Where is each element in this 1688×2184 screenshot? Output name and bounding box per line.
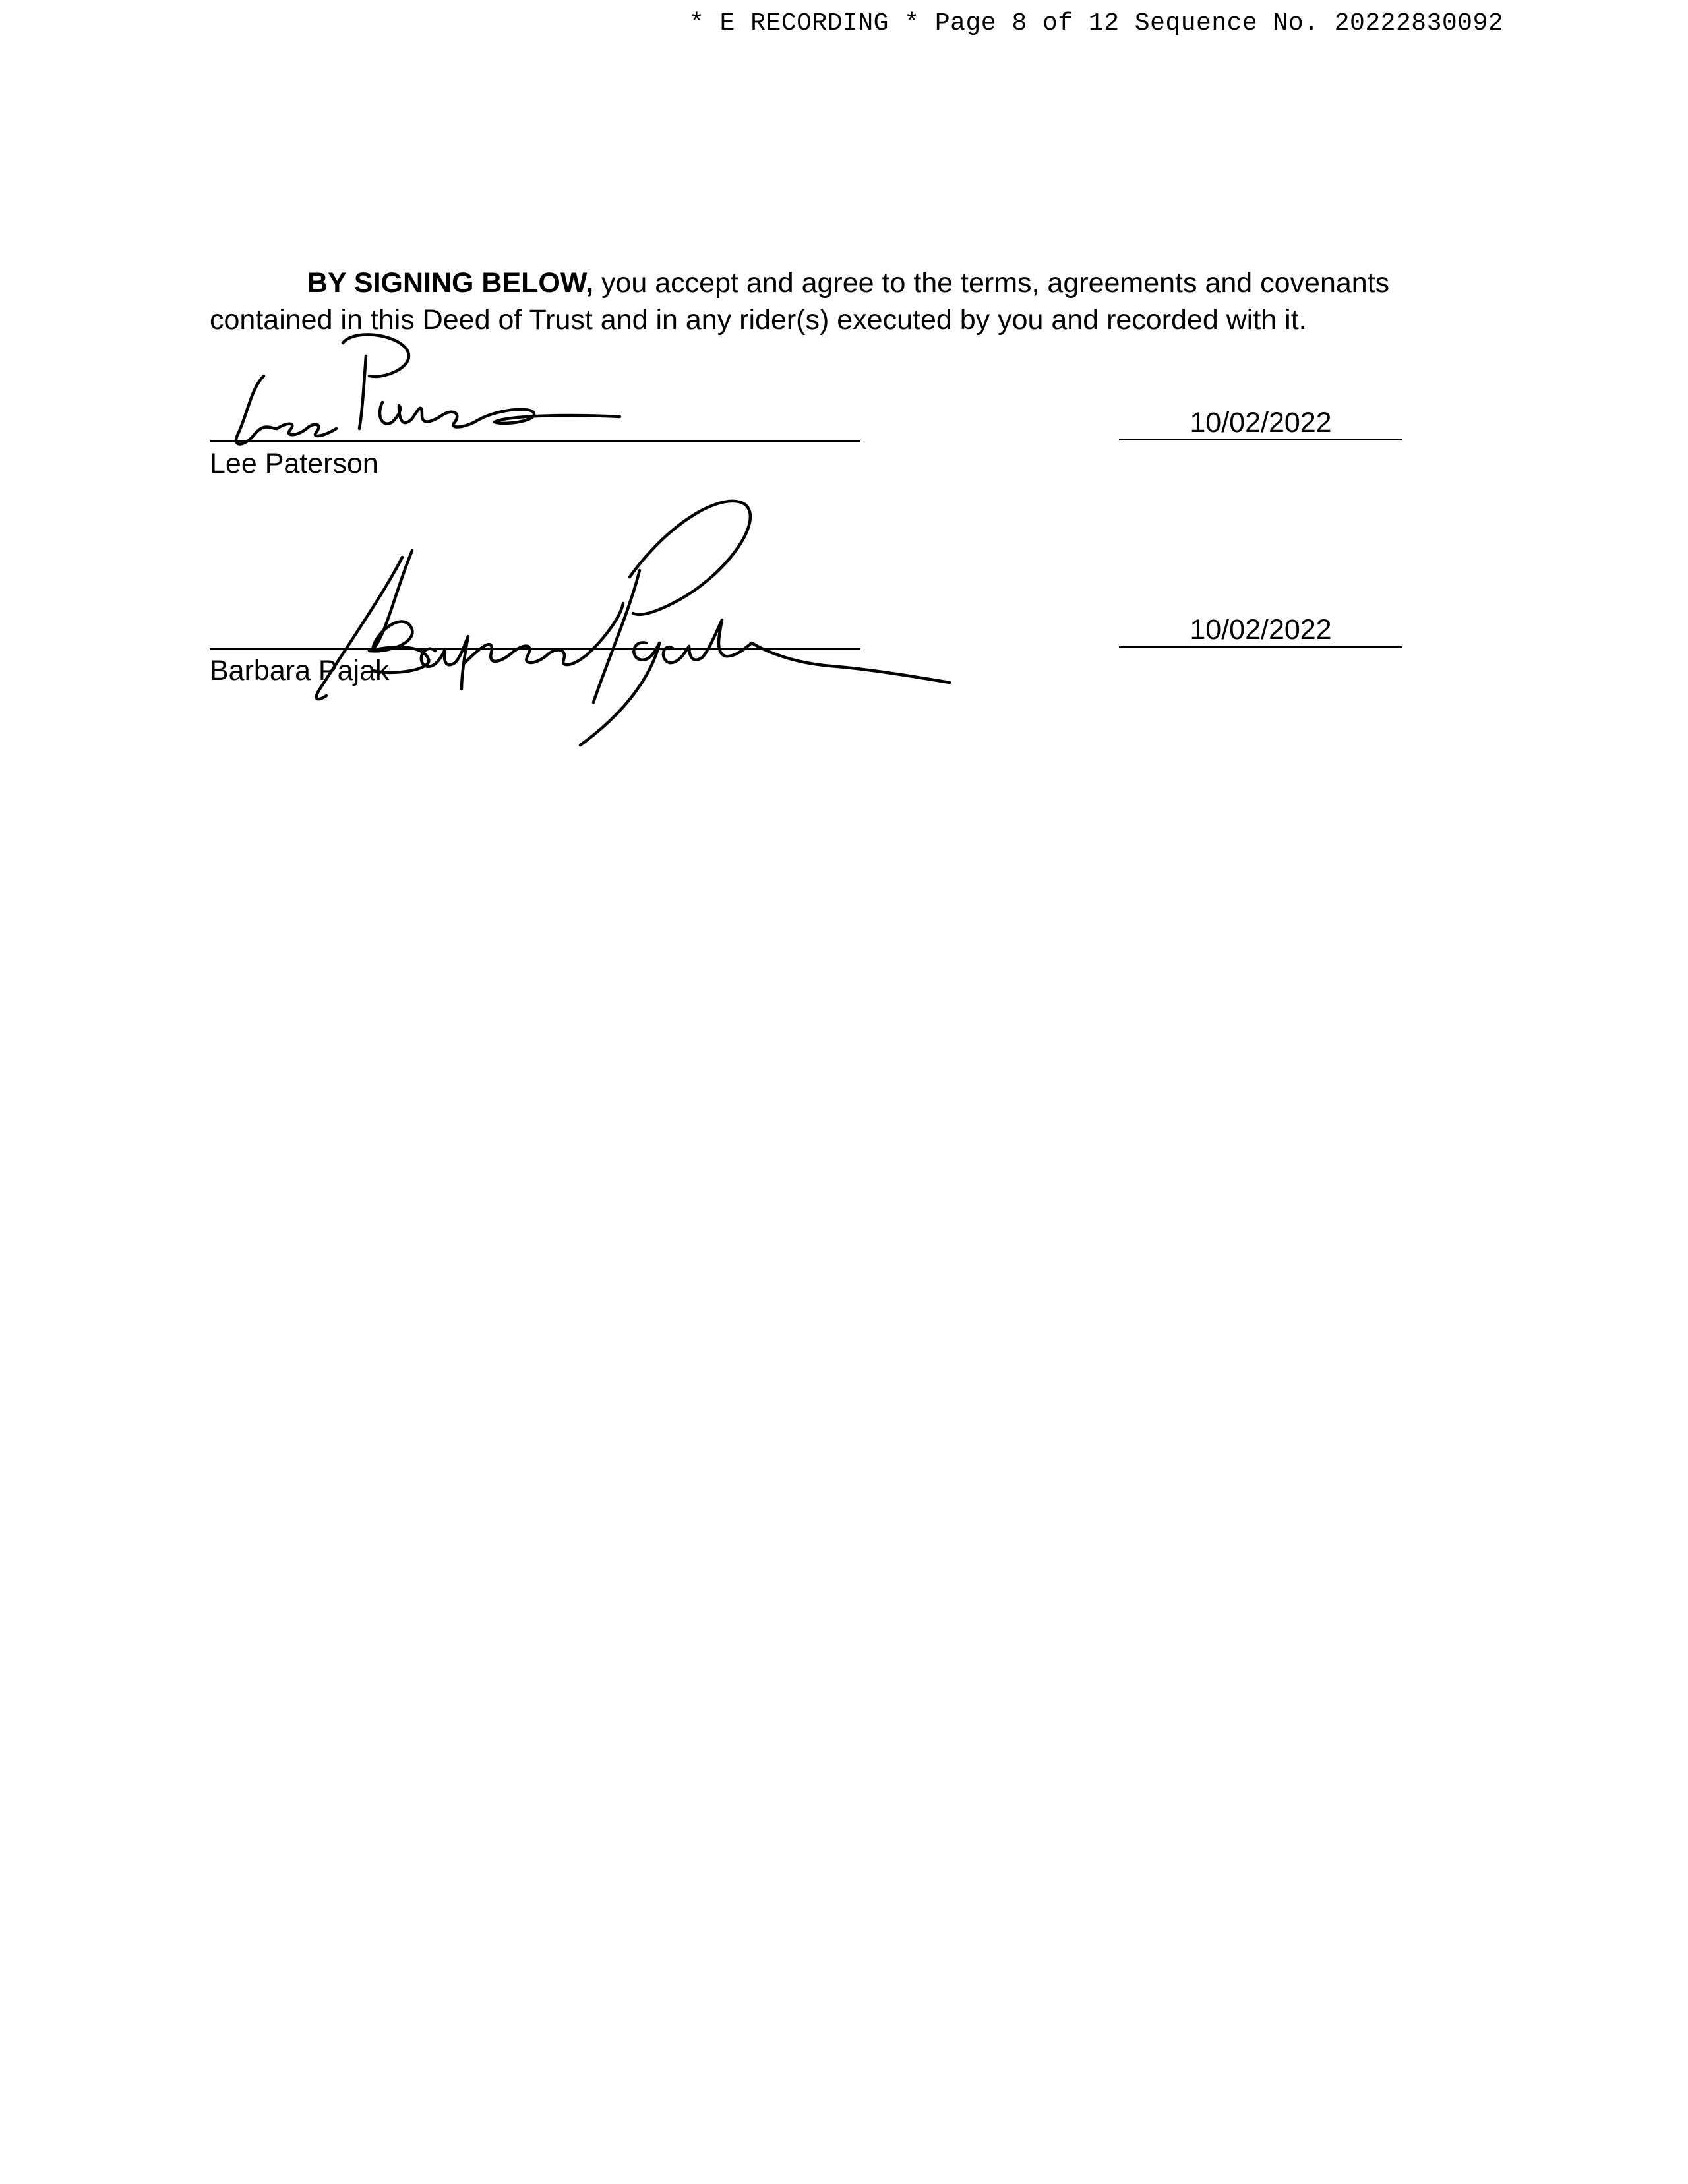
clause-text: you accept and agree to the terms, agreements and covenants contained in this Deed of Trust and in any rider(s) executed by you and recorded with it. [210, 267, 1390, 336]
signature-clause [210, 264, 1495, 338]
signature-date-2: 10/02/2022 [1190, 614, 1332, 646]
signer-name-1: Lee Paterson [210, 448, 378, 479]
clause-lead: BY SIGNING BELOW, [307, 267, 594, 299]
date-line-2 [1119, 646, 1402, 648]
recording-header: * E RECORDING * Page 8 of 12 Sequence No. 20222830092 [689, 9, 1504, 38]
signature-line-2 [210, 648, 860, 650]
signature-barbara-pajak [264, 478, 956, 755]
signature-date-1: 10/02/2022 [1190, 407, 1332, 439]
signature-lee-paterson [224, 330, 646, 455]
signature-line-1 [210, 440, 860, 442]
signer-name-2: Barbara Pajak [210, 655, 390, 686]
date-line-1 [1119, 439, 1402, 440]
